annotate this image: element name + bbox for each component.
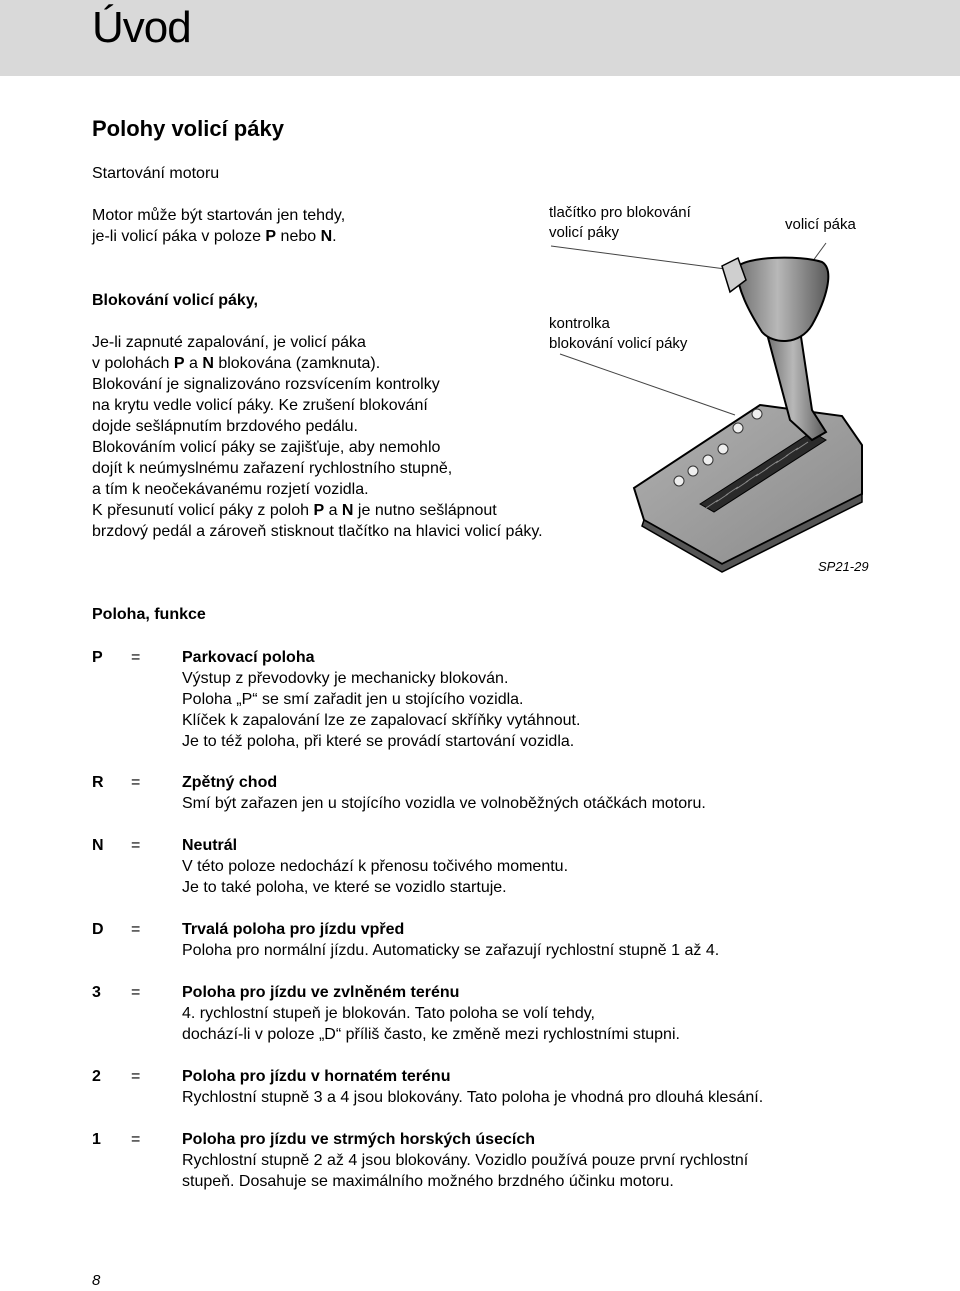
position-line: Smí být zařazen jen u stojícího vozidla ve volnoběžných otáčkách motoru. bbox=[182, 795, 706, 812]
leader-line-lamp bbox=[560, 354, 735, 415]
position-equals: = bbox=[131, 774, 141, 791]
starting-line-1: Motor může být startován jen tehdy, bbox=[92, 207, 346, 224]
blocking-line: dojít k neúmyslnému zařazení rychlostního stupně, bbox=[92, 460, 453, 477]
position-equals: = bbox=[131, 837, 141, 854]
position-name: Poloha pro jízdu v hornatém terénu bbox=[182, 1068, 451, 1085]
position-line: Klíček k zapalování lze ze zapalovací skříňky vytáhnout. bbox=[182, 712, 581, 729]
blocking-line: Blokováním volicí páky se zajišťuje, aby nemohlo bbox=[92, 439, 441, 456]
page-number: 8 bbox=[92, 1272, 101, 1289]
position-name: Poloha pro jízdu ve zvlněném terénu bbox=[182, 984, 460, 1001]
blocking-line: dojde sešlápnutím brzdového pedálu. bbox=[92, 418, 358, 435]
position-key: P bbox=[92, 649, 103, 666]
position-description bbox=[182, 647, 882, 752]
position-description bbox=[182, 1066, 882, 1108]
position-line: Rychlostní stupně 2 až 4 jsou blokovány. Vozidlo používá pouze první rychlostní bbox=[182, 1152, 749, 1169]
blocking-line: a tím k neočekávanému rozjetí vozidla. bbox=[92, 481, 369, 498]
position-equals: = bbox=[131, 649, 141, 666]
position-key: N bbox=[92, 837, 104, 854]
position-description bbox=[182, 835, 882, 898]
position-line: 4. rychlostní stupeň je blokován. Tato poloha se volí tehdy, bbox=[182, 1005, 595, 1022]
position-line: dochází-li v poloze „D“ příliš často, ke změně mezi rychlostními stupni. bbox=[182, 1026, 680, 1043]
position-key: D bbox=[92, 921, 104, 938]
position-key: 2 bbox=[92, 1068, 101, 1085]
position-line: Poloha „P“ se smí zařadit jen u stojícího vozidla. bbox=[182, 691, 524, 708]
position-description bbox=[182, 772, 882, 814]
position-line: Poloha pro normální jízdu. Automaticky se zařazují rychlostní stupně 1 až 4. bbox=[182, 942, 720, 959]
label-lock-button bbox=[549, 203, 691, 243]
position-line: stupeň. Dosahuje se maximálního možného brzdného účinku motoru. bbox=[182, 1173, 674, 1190]
figure-code: SP21-29 bbox=[818, 559, 869, 574]
label-lock-button-line: volicí páky bbox=[549, 224, 620, 241]
label-lock-button-line: tlačítko pro blokování bbox=[549, 204, 691, 221]
position-name: Parkovací poloha bbox=[182, 649, 315, 666]
label-lever: volicí páka bbox=[785, 216, 856, 233]
blocking-line: brzdový pedál a zároveň stisknout tlačítko na hlavici volicí páky. bbox=[92, 523, 543, 540]
leader-line-button bbox=[551, 246, 733, 270]
position-name: Neutrál bbox=[182, 837, 238, 854]
position-key: R bbox=[92, 774, 104, 791]
position-name: Zpětný chod bbox=[182, 774, 278, 791]
position-description bbox=[182, 919, 882, 961]
blocking-heading: Blokování volicí páky, bbox=[92, 292, 258, 309]
position-line: V této poloze nedochází k přenosu točivého momentu. bbox=[182, 858, 569, 875]
position-description bbox=[182, 1129, 882, 1192]
position-equals: = bbox=[131, 1131, 141, 1148]
position-key: 3 bbox=[92, 984, 101, 1001]
position-description bbox=[182, 982, 882, 1045]
blocking-line: na krytu vedle volicí páky. Ke zrušení blokování bbox=[92, 397, 428, 414]
position-line: Výstup z převodovky je mechanicky blokován. bbox=[182, 670, 509, 687]
position-key: 1 bbox=[92, 1131, 101, 1148]
positions-heading: Poloha, funkce bbox=[92, 606, 206, 623]
position-equals: = bbox=[131, 1068, 141, 1085]
position-line: Je to též poloha, při které se provádí startování vozidla. bbox=[182, 733, 575, 750]
page-title: Úvod bbox=[92, 3, 191, 52]
position-line: Je to také poloha, ve které se vozidlo startuje. bbox=[182, 879, 507, 896]
blocking-line: Je-li zapnuté zapalování, je volicí páka bbox=[92, 334, 366, 351]
position-equals: = bbox=[131, 984, 141, 1001]
blocking-line: v polohách P a N blokována (zamknuta). bbox=[92, 355, 381, 372]
position-name: Trvalá poloha pro jízdu vpřed bbox=[182, 921, 405, 938]
position-line: Rychlostní stupně 3 a 4 jsou blokovány. Tato poloha je vhodná pro dlouhá klesání. bbox=[182, 1089, 764, 1106]
position-name: Poloha pro jízdu ve strmých horských úsecích bbox=[182, 1131, 535, 1148]
lever-knob bbox=[736, 258, 828, 341]
blocking-line: Blokování je signalizováno rozsvícením kontrolky bbox=[92, 376, 440, 393]
position-equals: = bbox=[131, 921, 141, 938]
section-title: Polohy volicí páky bbox=[92, 116, 284, 141]
label-lamp bbox=[549, 314, 687, 354]
blocking-line: K přesunutí volicí páky z poloh P a N je nutno sešlápnout bbox=[92, 502, 497, 519]
label-lamp-line: blokování volicí páky bbox=[549, 335, 688, 352]
starting-line-2: je-li volicí páka v poloze P nebo N. bbox=[92, 228, 337, 245]
label-lamp-line: kontrolka bbox=[549, 315, 610, 332]
starting-heading: Startování motoru bbox=[92, 165, 220, 182]
